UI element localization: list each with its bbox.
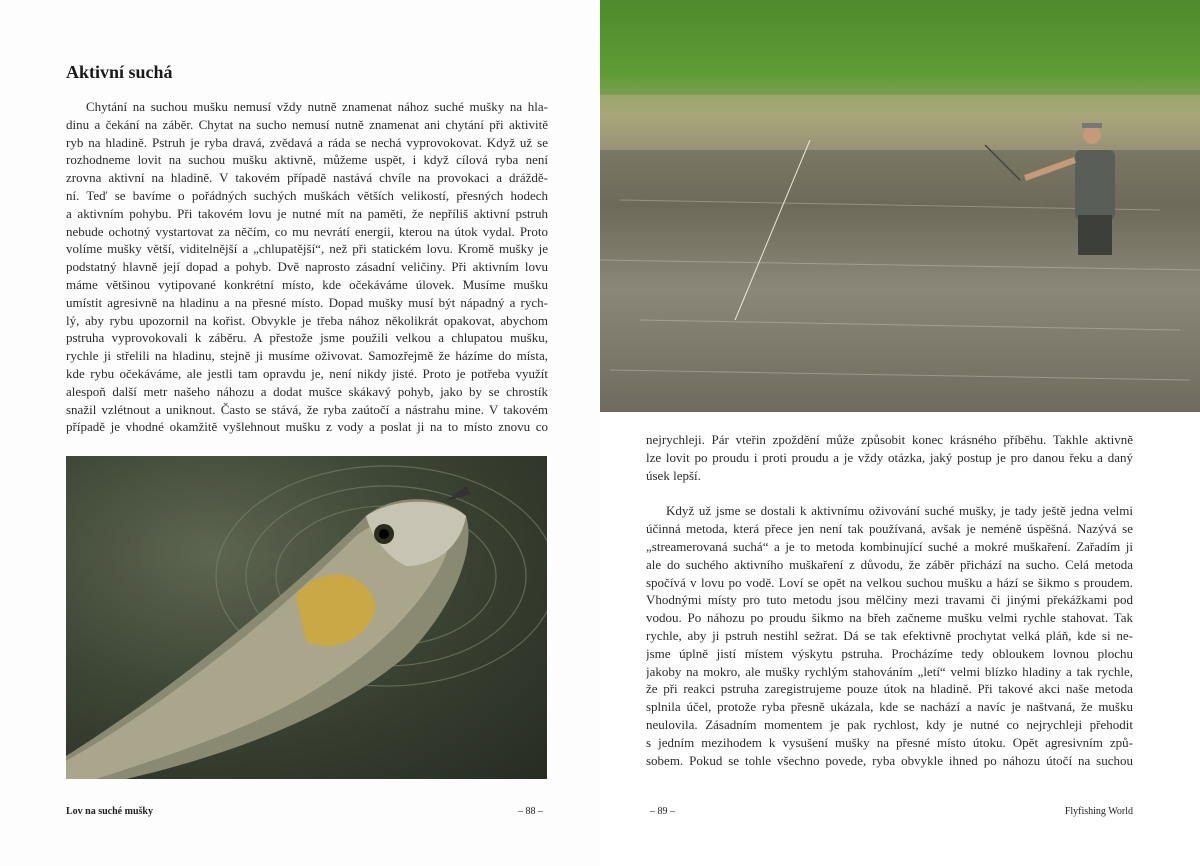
text-line: vodou. Po náhozu po proudu šikmo na břeh začneme mušku velmi rychle stahovat. Tak [646, 610, 1133, 626]
right-page [600, 0, 1200, 866]
text-line: lze lovit po proudu i proti proudu a je vždy otázka, jaký postup je pro danou řeku a daný [646, 449, 1133, 465]
running-footer-left: Lov na suché mušky [66, 806, 153, 817]
page-number-left: – 88 – [518, 806, 543, 817]
paragraph-gap [646, 484, 1133, 502]
text-line: dinu a čekání na záběr. Chytat na sucho nemusí nutně znamenat ani chytání při aktivitě [66, 116, 548, 132]
page-number-right: – 89 – [650, 806, 675, 817]
angler-illustration [600, 0, 1200, 412]
text-line: rychle, aby ji pstruh nestihl sežrat. Dá se tak efektivně prochytat velká pláň, kde si ne- [646, 627, 1133, 643]
text-line: a aktivním pohybu. Při takovém lovu je nutné mít na paměti, že nepříliš aktivní pstruh [66, 205, 548, 221]
text-line: alespoň další metr našeho náhozu a dodat mušce skákavý pohyb, jako by se chrostík [66, 383, 548, 399]
text-line: ale do suchého aktivního muškaření z důvodu, že záběr přichází na sucho. Celá metoda [646, 556, 1133, 572]
text-line: Vhodnými místy pro tuto metodu jsou mělčiny mezi travami či jinými překážkami pod [646, 592, 1133, 608]
text-line: „streamerovaná suchá“ a je to metoda kombinující suché a mokré muškaření. Zařadím ji [646, 538, 1133, 554]
text-line: ryb na hladině. Pstruh je ryba dravá, zvědavá a ráda se nechá vyprovokovat. Když už se [66, 134, 548, 150]
text-line: lý, aby rybu upozornil na kořist. Obvykle je třeba nához několikrát opakovat, abychom [66, 312, 548, 328]
text-line: kde rybu očekáváme, ale jestli tam opravdu je, není nikdy jisté. Proto je potřeba využít [66, 365, 548, 381]
text-line: volíme mušky větší, viditelnější a „chlupatější“, než při statickém lovu. Kromě mušky je [66, 241, 548, 257]
trout-photo [66, 456, 547, 779]
fly-fishing-photo [600, 0, 1200, 412]
text-line: neulovila. Zásadním momentem je pak rychlost, kdy je nutné co nejrychleji přehodit [646, 716, 1133, 732]
text-line: rozhodneme lovit na suchou mušku aktivně, můžeme uspět, i když cílová ryba není [66, 152, 548, 168]
text-line: sobem. Pokud se tohle všechno povede, ryba obvykle ihned po náhozu útočí na suchou [646, 752, 1133, 768]
text-line: Chytání na suchou mušku nemusí vždy nutně znamenat nához suché mušky na hla- [86, 99, 548, 114]
text-line: s jedním mezihodem k vysušení mušky na přesné místo útoku. Opět agresivním způ- [646, 734, 1133, 750]
section-heading: Aktivní suchá [66, 62, 173, 82]
text-line: máme většinou vytipované konkrétní místo, kde očekáváme úlovek. Musíme mušku [66, 276, 548, 292]
text-line: nebude ochotný vystartovat za něčím, co mu nevrátí energii, kterou na útok vydal. Proto [66, 223, 548, 239]
text-line: zrovna aktivní na hladině. V takovém případě nastává chvíle na provokaci a dráždě- [66, 170, 548, 186]
text-line: že při reakci pstruha zaregistrujeme pouze útok na hladině. Při takové akci naše metoda [646, 681, 1133, 697]
text-line: účinná metoda, která přece jen není tak používaná, avšak je neméně úspěšná. Nazývá se [646, 521, 1133, 537]
text-line: umístit agresivně na hladinu a na přesné místo. Dopad mušky musí být nápadný a rych- [66, 294, 548, 310]
text-line: úsek lepší. [646, 467, 701, 483]
text-line: pstruha vyprovokovali k záběru. A přestože jsme použili velkou a chlupatou mušku, [66, 330, 548, 346]
running-footer-right: Flyfishing World [1064, 806, 1133, 817]
text-line: spočívá v lovu po vodě. Loví se opět na velkou suchou mušku a hází se šikmo s proudem. [646, 574, 1133, 590]
left-body-text [66, 98, 548, 436]
text-line: splnila účel, protože ryba přesně ukázala, kde se nachází a navíc je naštvaná, že mušku [646, 699, 1133, 715]
text-line: podstatný hlavně její dopad a pohyb. Dvě naprosto zásadní veličiny. Při aktivním lovu [66, 259, 548, 275]
text-line: Když už jsme se dostali k aktivnímu oživování suché mušky, je tady ještě jedna velmi [666, 503, 1133, 519]
text-line: případě je vhodné okamžitě vyšlehnout mušku z vody a poslat ji na to místo znovu co [66, 419, 548, 435]
right-body-text [646, 431, 1133, 769]
trout-illustration [66, 456, 547, 779]
text-line: jsme úplně jistí místem výskytu pstruha. Procházíme tedy obloukem lovnou plochu [646, 645, 1133, 661]
text-line: rychle ji střelili na hladinu, stejně ji musíme oživovat. Samozřejmě že házíme do místa, [66, 348, 548, 364]
text-line: ní. Teď se bavíme o pořádných suchých muškách větších velikostí, přesných hodech [66, 187, 548, 203]
text-line: snažil vzlétnout a uniknout. Často se stává, že ryba zaútočí a nástrahu mine. V takovém [66, 401, 548, 417]
text-line: jakoby na mokro, ale mušky rychlým stahováním „letí“ velmi blízko hladiny a tak rychle, [646, 663, 1133, 679]
text-line: nejrychleji. Pár vteřin zpoždění může způsobit konec krásného příběhu. Takhle aktivně [646, 432, 1133, 447]
